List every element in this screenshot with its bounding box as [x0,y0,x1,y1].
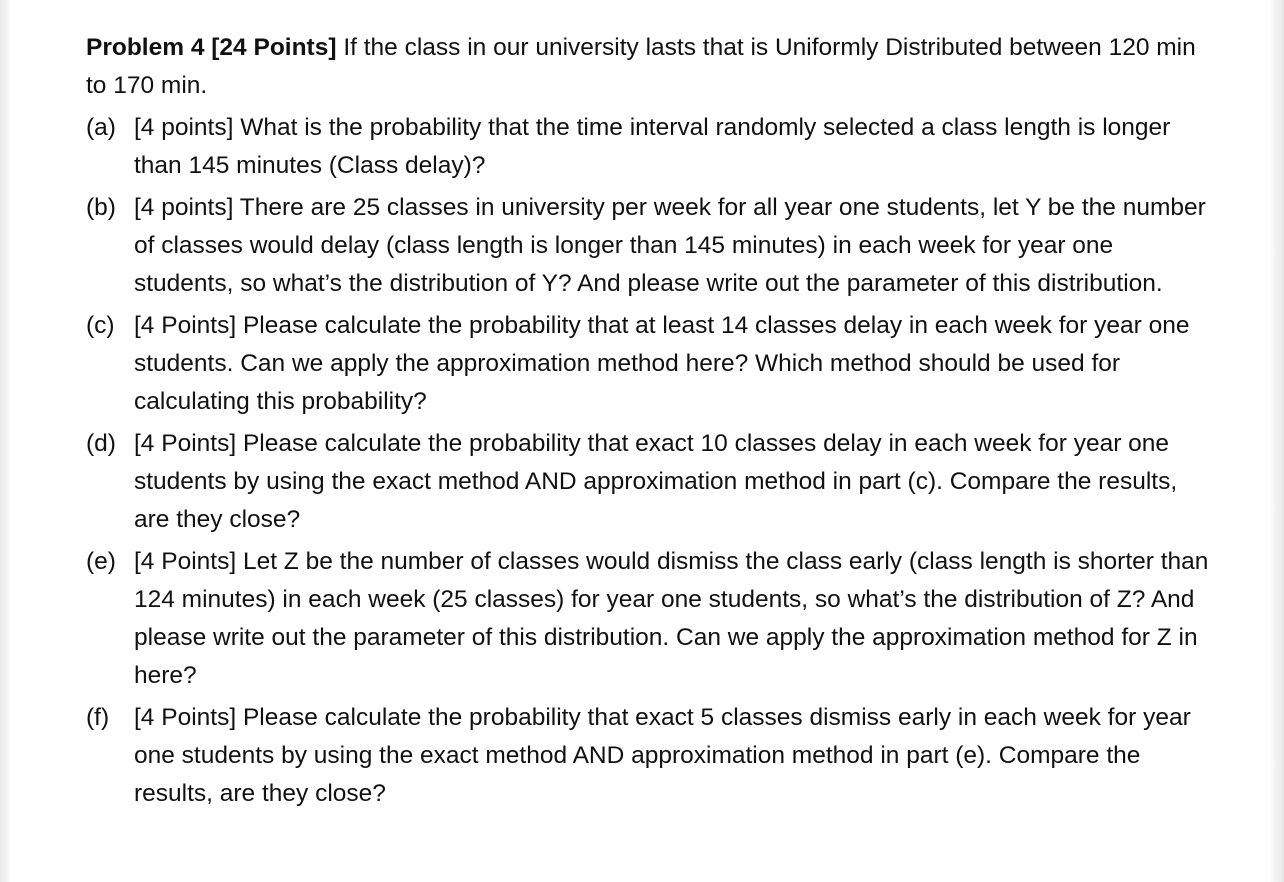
part-text: [4 points] What is the probability that the time interval randomly selected a class length is longer than 145 minutes (Class delay)? [134,114,1171,179]
problem-part-a [86,109,1216,185]
part-text: [4 points] There are 25 classes in university per week for all year one students, let Y be the number of classes would delay (class length is longer than 145 minutes) in each week for year one students, so what’s the distribution of Y? And please write out the parameter of this distribution. [134,194,1206,297]
problem-part-e [86,543,1216,695]
page-edge-right [1270,0,1284,882]
part-text: [4 Points] Let Z be the number of classes would dismiss the class early (class length is shorter than 124 minutes) in each week (25 classes) for year one students, so what’s the distribution of Z? And please write out the parameter of this distribution. Can we apply the approximation method for Z in here? [134,548,1209,689]
part-text: [4 Points] Please calculate the probability that exact 5 classes dismiss early in each week for year one students by using the exact method AND approximation method in part (e). Compare the results, are they close? [134,704,1191,807]
part-marker: (b) [86,194,116,221]
part-marker: (f) [86,704,110,731]
part-marker: (d) [86,430,116,457]
problem-part-d [86,425,1216,539]
problem-part-b [86,189,1216,303]
part-text: [4 Points] Please calculate the probability that at least 14 classes delay in each week for year one students. Can we apply the approximation method here? Which method should be used for calculating this probability? [134,312,1190,415]
problem-title: Problem 4 [24 Points] [86,34,337,61]
part-marker: (c) [86,312,115,339]
part-marker: (a) [86,114,116,141]
page-edge-left [0,0,12,882]
problem-parts-list [86,109,1216,813]
document-page [86,29,1216,817]
problem-part-c [86,307,1216,421]
part-marker: (e) [86,548,116,575]
problem-intro: If the class in our university lasts that is Uniformly Distributed between 120 min to 170 min. [86,34,1196,99]
problem-header [86,29,1216,105]
problem-part-f [86,699,1216,813]
part-text: [4 Points] Please calculate the probability that exact 10 classes delay in each week for year one students by using the exact method AND approximation method in part (c). Compare the results, are they close? [134,430,1178,533]
